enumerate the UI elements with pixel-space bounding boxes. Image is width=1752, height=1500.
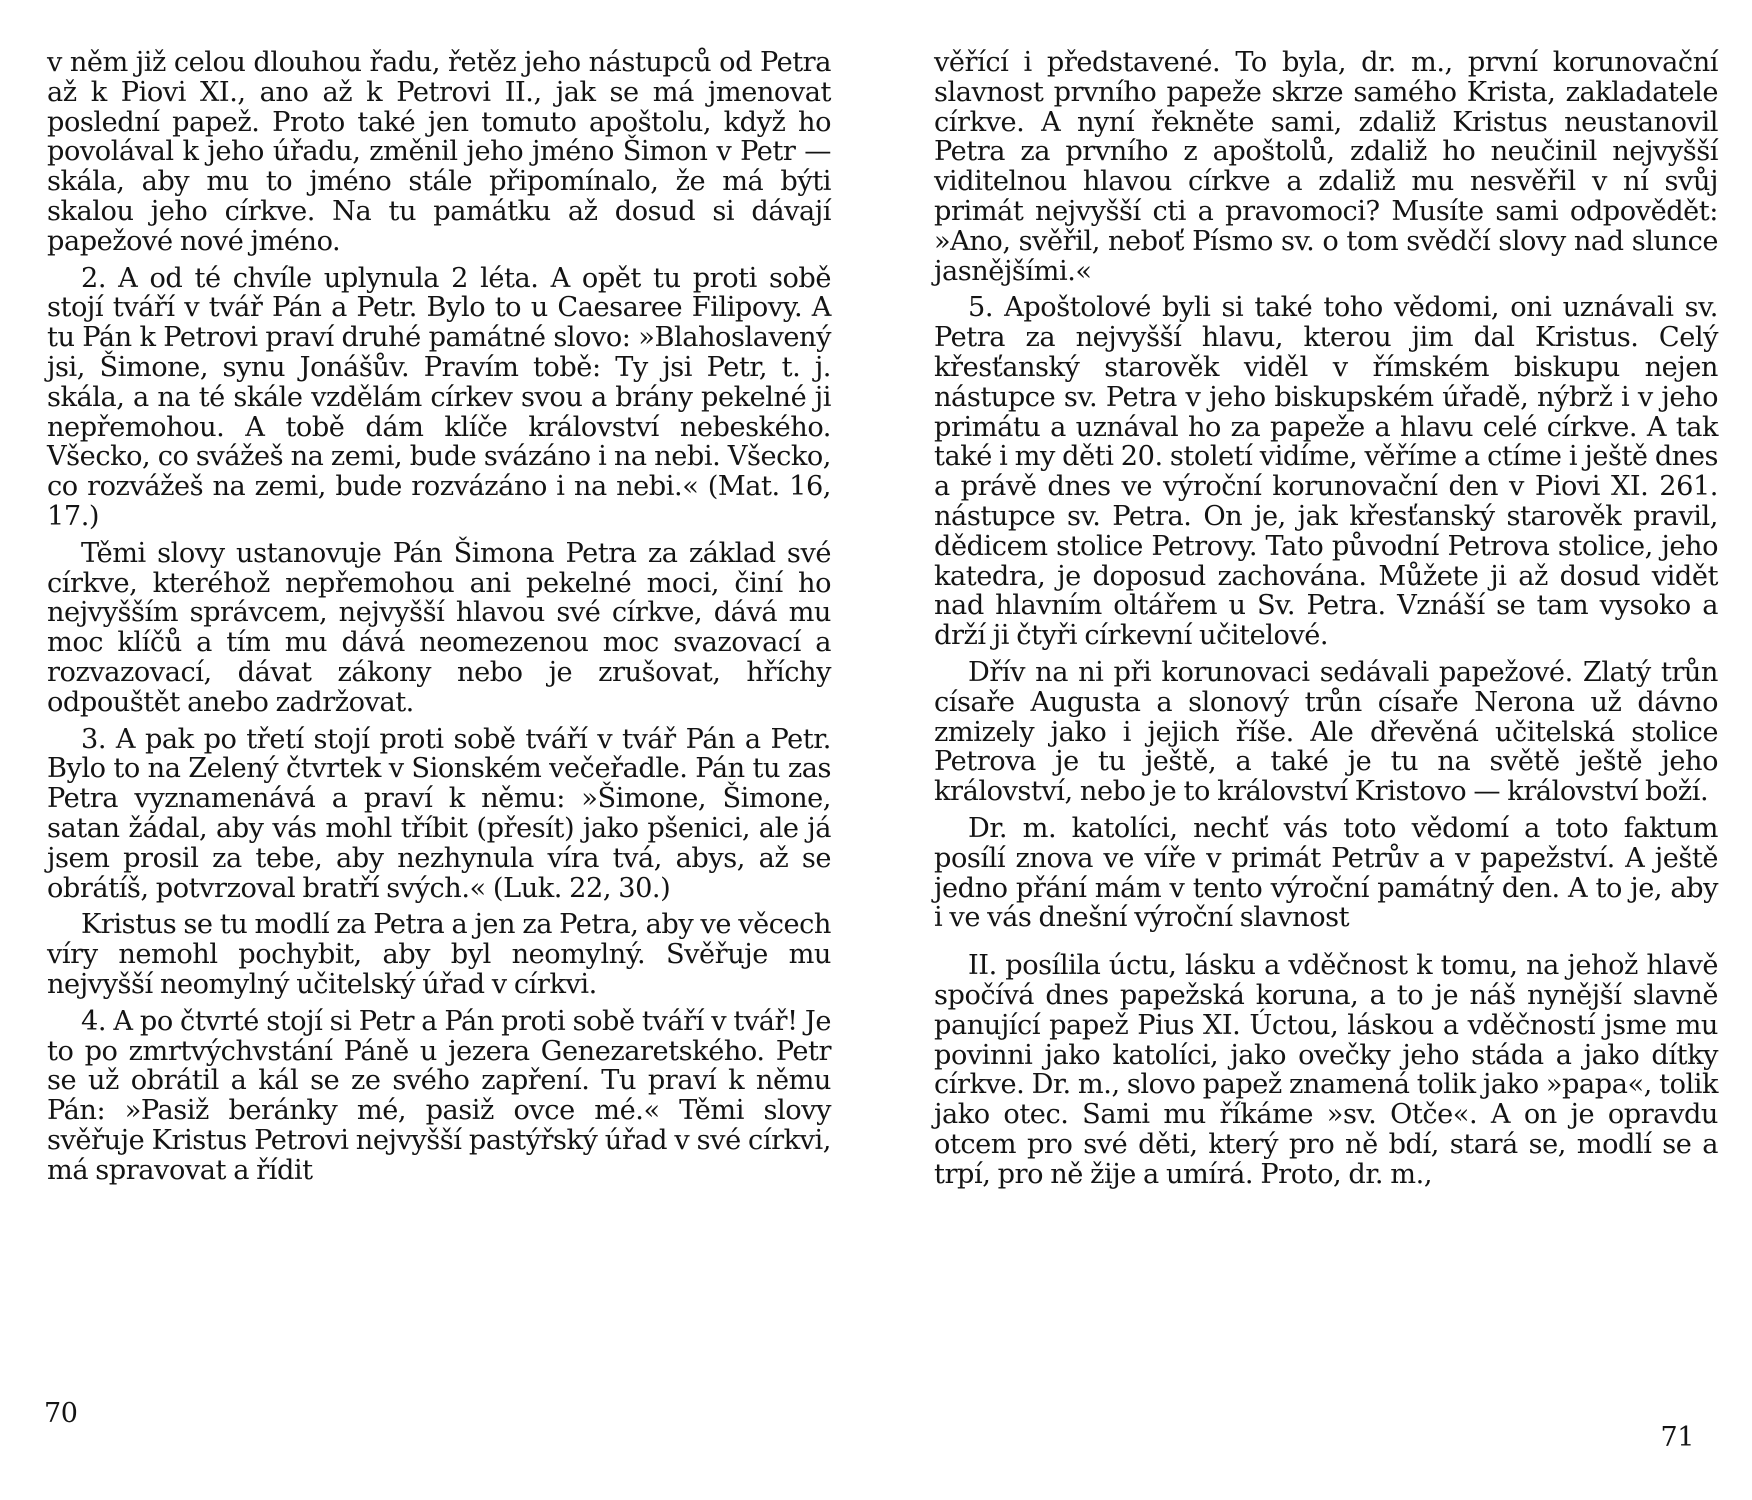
page-number-left: 70 (44, 1398, 78, 1429)
paragraph-2: 5. Apoštolové byli si také toho vědomi, oni uznávali sv. Petra za nejvyšší hlavu, kterou jim dal Kristus. Celý křesťanský starověk viděl v římském biskupu nejen nástupce sv. Petra v jeho biskupském úřadě, nýbrž i v jeho primátu a uznával ho za papeže a hlavu celé církve. A tak také i my děti 20. století vidíme, věříme a ctíme i ještě dnes a právě dnes ve výroční korunovační den v Piovi XI. 261. nástupce sv. Petra. On je, jak křesťanský starověk pravil, dědicem stolice Petrovy. Tato původní Petrova stolice, jeho katedra, je doposud zachována. Můžete ji až dosud vidět nad hlavním oltářem u Sv. Petra. Vznáší se tam vysoko a drží ji čtyři církevní učitelové. (934, 292, 1718, 652)
paragraph-3: Těmi slovy ustanovuje Pán Šimona Petra za základ své církve, kteréhož nepřemohou ani pekelné moci, činí ho nejvyšším správcem, nejvyšší hlavou své církve, dává mu moc klíčů a tím mu dává neomezenou moc svazovací a rozvazovací, dávat zákony nebo je zrušovat, hříchy odpouštět anebo zadržovat. (47, 537, 831, 718)
right-text-column (934, 48, 1718, 1189)
left-text-column (47, 48, 831, 1185)
paragraph-4: Dr. m. katolíci, nechť vás toto vědomí a toto faktum posílí znova ve víře v primát Petrův a v papežství. A ještě jedno přání mám v tento výroční památný den. A to je, aby i ve vás dnešní výroční slavnost (934, 812, 1718, 934)
right-page (876, 0, 1752, 1500)
page-number-right: 71 (1660, 1422, 1694, 1453)
paragraph-4: 3. A pak po třetí stojí proti sobě tváří v tvář Pán a Petr. Bylo to na Zelený čtvrtek v Sionském večeřadle. Pán tu zas Petra vyznamenává a praví k němu: »Šimone, Šimone, satan žádal, aby vás mohl tříbit (přesít) jako pšenici, ale já jsem prosil za tebe, aby nezhynula víra tvá, abys, až se obrátíš, potvrzoval bratří svých.« (Luk. 22, 30.) (47, 723, 831, 904)
paragraph-3: Dřív na ni při korunovaci sedávali papežové. Zlatý trůn císaře Augusta a slonový trůn císaře Nerona už dávno zmizely jako i jejich říše. Ale dřevěná učitelská stolice Petrova je tu ještě, a také je tu na světě ještě jeho království, nebo je to království Kristovo — království boží. (934, 656, 1718, 808)
paragraph-continuation: věřící i představené. To byla, dr. m., první korunovační slavnost prvního papeže skrze samého Krista, zakladatele církve. A nyní řekněte sami, zdaliž Kristus neustanovil Petra za prvního z apoštolů, zdaliž ho neučinil nejvyšší viditelnou hlavou církve a zdaliž mu nesvěřil v ní svůj primát nejvyšší cti a pravomoci? Musíte sami odpovědět: »Ano, svěřil, neboť Písmo sv. o tom svědčí slovy nad slunce jasnějšími.« (934, 47, 1718, 287)
paragraph-continuation: v něm již celou dlouhou řadu, řetěz jeho nástupců od Petra až k Piovi XI., ano až k Petrovi II., jak se má jmenovat poslední papež. Proto také jen tomuto apoštolu, když ho povolával k jeho úřadu, změnil jeho jméno Šimon v Petr — skála, aby mu to jméno stále připomínalo, že má býti skalou jeho církve. Na tu památku až dosud si dávají papežové nové jméno. (47, 47, 831, 257)
paragraph-2: 2. A od té chvíle uplynula 2 léta. A opět tu proti sobě stojí tváří v tvář Pán a Petr. Bylo to u Caesaree Filipovy. A tu Pán k Petrovi praví druhé památné slovo: »Blahoslavený jsi, Šimone, synu Jonášův. Pravím tobě: Ty jsi Petr, t. j. skála, a na té skále vzdělám církev svou a brány pekelné ji nepřemohou. A tobě dám klíče království nebeského. Všecko, co svážeš na zemi, bude svázáno i na nebi. Všecko, co rozvážeš na zemi, bude rozvázáno i na nebi.« (Mat. 16, 17.) (47, 262, 831, 532)
paragraph-5: Kristus se tu modlí za Petra a jen za Petra, aby ve věcech víry nemohl pochybit, aby byl neomylný. Svěřuje mu nejvyšší neomylný učitelský úřad v církvi. (47, 909, 831, 1000)
paragraph-5: II. posílila úctu, lásku a vděčnost k tomu, na jehož hlavě spočívá dnes papežská koruna, a to je náš nynější slavně panující papež Pius XI. Úctou, láskou a vděčností jsme mu povinni jako katolíci, jako ovečky jeho stáda a jako dítky církve. Dr. m., slovo papež znamená tolik jako »papa«, tolik jako otec. Sami mu říkáme »sv. Otče«. A on je opravdu otcem pro své děti, který pro ně bdí, stará se, modlí se a trpí, pro ně žije a umírá. Proto, dr. m., (934, 950, 1718, 1190)
paragraph-6: 4. A po čtvrté stojí si Petr a Pán proti sobě tváří v tvář! Je to po zmrtvýchvstání Páně u jezera Genezaretského. Petr se už obrátil a kál se ze svého zapření. Tu praví k němu Pán: »Pasiž beránky mé, pasiž ovce mé.« Těmi slovy svěřuje Kristus Petrovi nejvyšší pastýřský úřad v své církvi, má spravovat a řídit (47, 1005, 831, 1186)
